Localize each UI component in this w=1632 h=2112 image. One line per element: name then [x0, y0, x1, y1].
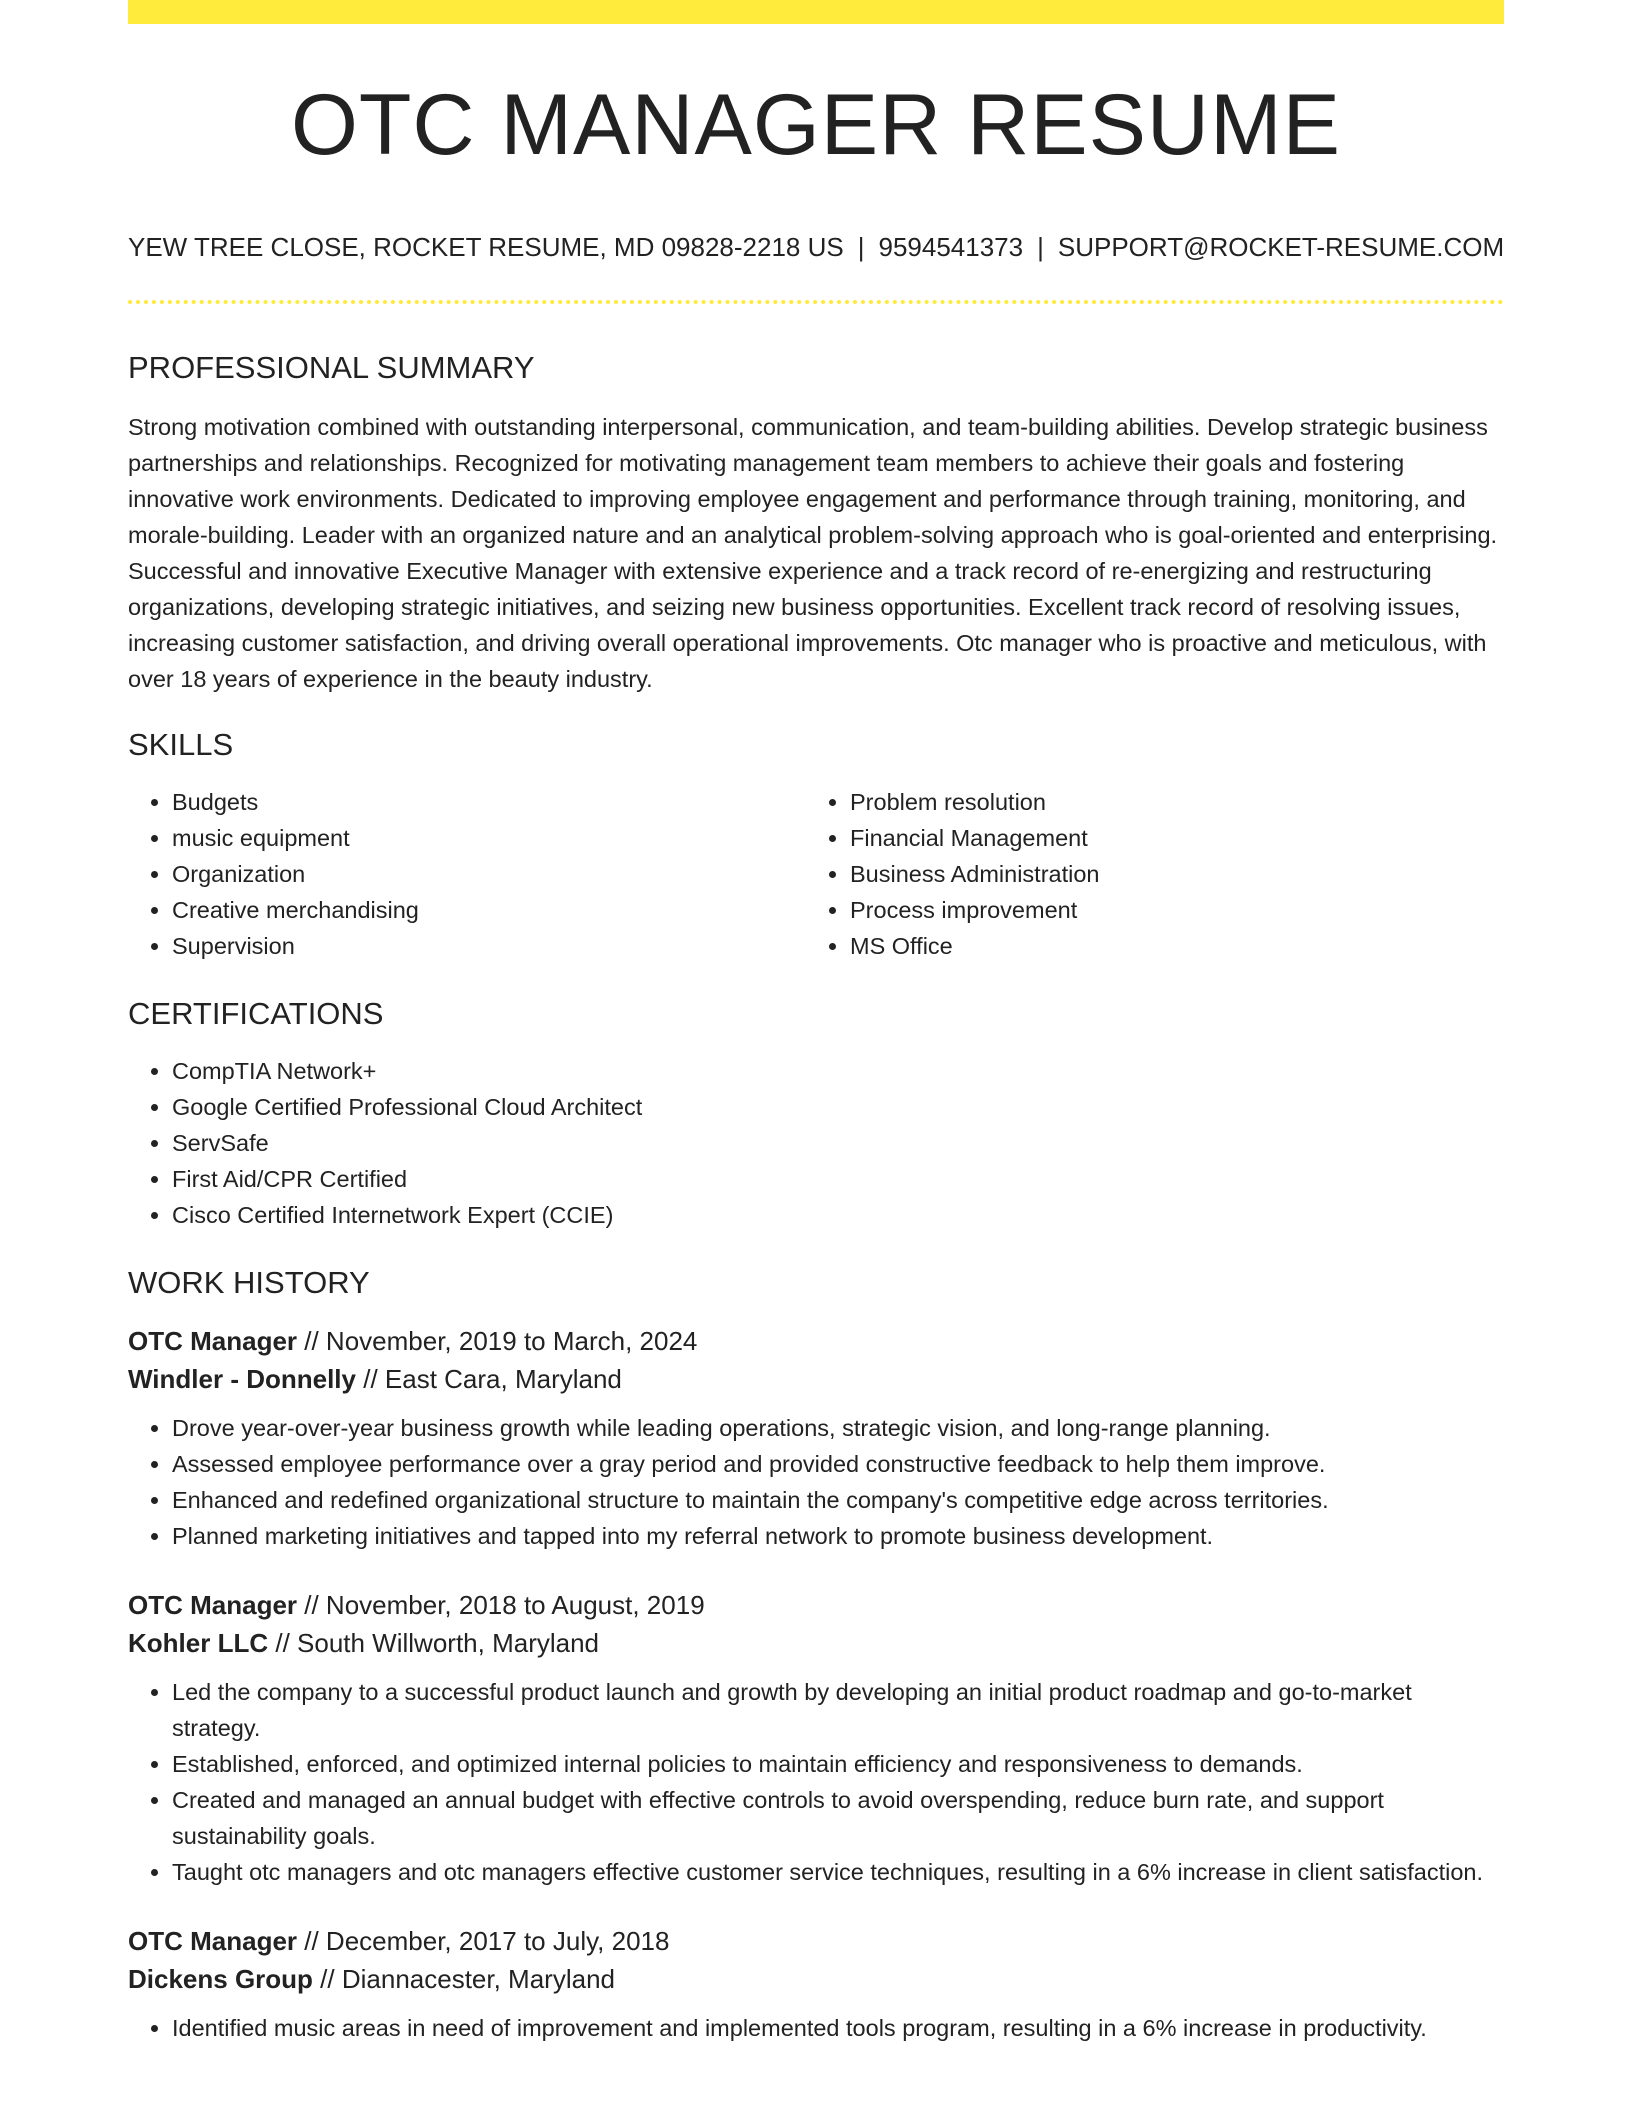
job-bullets [128, 1674, 1504, 1890]
job-bullets [128, 1410, 1504, 1554]
job-title-line [128, 1322, 1504, 1360]
skills-grid [128, 784, 1504, 964]
contact-email: SUPPORT@ROCKET-RESUME.COM [1057, 232, 1505, 262]
dotted-divider [128, 300, 1504, 304]
certification-item: • ServSafe [172, 1125, 1504, 1161]
certifications-list [128, 1053, 1504, 1233]
skill-item: • MS Office [850, 928, 1484, 964]
job-title: OTC Manager [128, 1926, 298, 1956]
skill-item: • music equipment [172, 820, 806, 856]
job-dates: // December, 2017 to July, 2018 [304, 1926, 670, 1956]
resume-page [128, 0, 1504, 2046]
job-bullet: • Assessed employee performance over a gray period and provided constructive feedback to help them improve. [172, 1446, 1504, 1482]
summary-text: Strong motivation combined with outstanding interpersonal, communication, and team-building abilities. Develop strategic business partnerships and relationships. Recognized for motivating management team members to achieve their goals and fostering innovative work environments. Dedicated to improving employee engagement and performance through training, monitoring, and morale-building. Leader with an organized nature and an analytical problem-solving approach who is goal-oriented and enterprising. Successful and innovative Executive Manager with extensive experience and a track record of re-energizing and restructuring organizations, developing strategic initiatives, and seizing new business opportunities. Excellent track record of resolving issues, increasing customer satisfaction, and driving overall operational improvements. Otc manager who is proactive and meticulous, with over 18 years of experience in the beauty industry. [128, 414, 1498, 692]
skill-item: • Financial Management [850, 820, 1484, 856]
contact-separator: | [857, 232, 865, 262]
certifications-heading: CERTIFICATIONS [128, 996, 384, 1031]
job-bullet: • Planned marketing initiatives and tapped into my referral network to promote business development. [172, 1518, 1504, 1554]
job-company-line [128, 1624, 1504, 1662]
skill-item: • Budgets [172, 784, 806, 820]
skills-list-right [806, 784, 1484, 964]
certification-item: • Cisco Certified Internetwork Expert (CCIE) [172, 1197, 1504, 1233]
job-location: // South Willworth, Maryland [275, 1628, 600, 1658]
skill-item: • Problem resolution [850, 784, 1484, 820]
certification-item: • Google Certified Professional Cloud Architect [172, 1089, 1504, 1125]
skill-item: • Supervision [172, 928, 806, 964]
certification-item: • First Aid/CPR Certified [172, 1161, 1504, 1197]
page-title: OTC MANAGER RESUME [290, 77, 1342, 173]
contact-separator: | [1037, 232, 1044, 262]
certification-item: • CompTIA Network+ [172, 1053, 1504, 1089]
contact-line [128, 234, 1504, 260]
accent-bar [128, 0, 1504, 24]
skill-item: • Creative merchandising [172, 892, 806, 928]
job-company: Windler - Donnelly [128, 1364, 356, 1394]
job-bullet: • Created and managed an annual budget with effective controls to avoid overspending, reduce burn rate, and support sustainability goals. [172, 1782, 1504, 1854]
job-location: // East Cara, Maryland [363, 1364, 622, 1394]
skill-item: • Process improvement [850, 892, 1484, 928]
job-bullets [128, 2010, 1504, 2046]
job-dates: // November, 2019 to March, 2024 [304, 1326, 698, 1356]
job-bullet: • Led the company to a successful product launch and growth by developing an initial product roadmap and go-to-market strategy. [172, 1674, 1504, 1746]
skill-item: • Business Administration [850, 856, 1484, 892]
job-bullet: • Drove year-over-year business growth while leading operations, strategic vision, and long-range planning. [172, 1410, 1504, 1446]
job-title-line [128, 1586, 1504, 1624]
job-bullet: • Enhanced and redefined organizational structure to maintain the company's competitive edge across territories. [172, 1482, 1504, 1518]
skills-heading: SKILLS [128, 727, 234, 762]
contact-phone: 9594541373 [878, 232, 1024, 262]
job-bullet: • Taught otc managers and otc managers effective customer service techniques, resulting in a 6% increase in client satisfaction. [172, 1854, 1504, 1890]
job-bullet: • Identified music areas in need of improvement and implemented tools program, resulting in a 6% increase in productivity. [172, 2010, 1504, 2046]
job-dates: // November, 2018 to August, 2019 [304, 1590, 705, 1620]
job-title-line [128, 1922, 1504, 1960]
work-history-heading: WORK HISTORY [128, 1265, 370, 1300]
job-company-line [128, 1960, 1504, 1998]
skills-list-left [128, 784, 806, 964]
contact-address: YEW TREE CLOSE, ROCKET RESUME, MD 09828-2218 US [128, 232, 844, 262]
job-company: Kohler LLC [128, 1628, 269, 1658]
job-company-line [128, 1360, 1504, 1398]
job-company: Dickens Group [128, 1964, 313, 1994]
job-title: OTC Manager [128, 1326, 298, 1356]
skill-item: • Organization [172, 856, 806, 892]
job-title: OTC Manager [128, 1590, 298, 1620]
job-bullet: • Established, enforced, and optimized internal policies to maintain efficiency and responsiveness to demands. [172, 1746, 1504, 1782]
job-location: // Diannacester, Maryland [320, 1964, 615, 1994]
summary-heading: PROFESSIONAL SUMMARY [128, 350, 535, 385]
